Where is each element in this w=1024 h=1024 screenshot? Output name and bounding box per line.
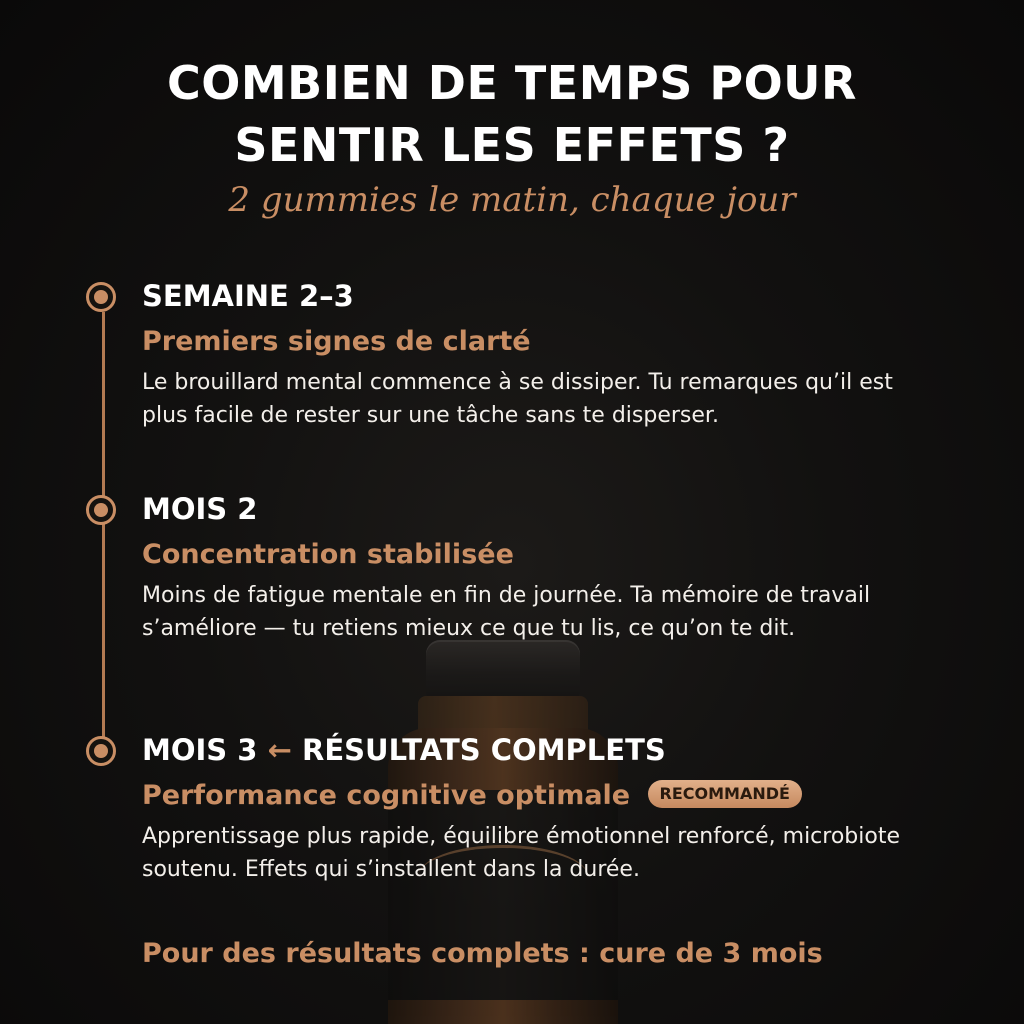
- circle-dot-icon: [86, 736, 116, 766]
- step-description: Apprentissage plus rapide, équilibre émotionnel renforcé, microbiote soutenu. Effets qui s’installent dans la durée.: [142, 824, 900, 882]
- page-title-line-1: COMBIEN DE TEMPS POUR: [167, 56, 857, 110]
- circle-dot-icon: [86, 282, 116, 312]
- step-heading: SEMAINE 2–3: [142, 279, 354, 313]
- step-subheading: Concentration stabilisée: [142, 539, 514, 570]
- timeline-line: [102, 312, 105, 738]
- timeline-step-month-2: [142, 491, 942, 645]
- circle-dot-icon: [86, 495, 116, 525]
- step-description: Moins de fatigue mentale en fin de journée. Ta mémoire de travail s’améliore — tu retiens mieux ce que tu lis, ce qu’on te dit.: [142, 583, 871, 641]
- timeline-step-month-3: [142, 732, 942, 886]
- jar-cap: [426, 640, 580, 698]
- step-subheading: Premiers signes de clarté: [142, 326, 531, 357]
- arrow-left-icon: ←: [267, 733, 292, 767]
- step-subheading: Performance cognitive optimale: [142, 780, 631, 811]
- step-description: Le brouillard mental commence à se dissiper. Tu remarques qu’il est plus facile de rester sur une tâche sans te disperser.: [142, 370, 893, 428]
- step-heading: MOIS 2: [142, 492, 258, 526]
- step-heading-label: MOIS 3: [142, 733, 258, 767]
- page-title: [0, 52, 1024, 176]
- page-title-line-2: SENTIR LES EFFETS ?: [234, 118, 790, 172]
- jar-neck: [418, 696, 588, 730]
- step-heading-suffix: RÉSULTATS COMPLETS: [302, 733, 666, 767]
- footer-callout: Pour des résultats complets : cure de 3 mois: [142, 938, 823, 969]
- timeline-step-week-2-3: [142, 278, 942, 432]
- dosage-subtitle: 2 gummies le matin, chaque jour: [228, 180, 796, 220]
- recommended-badge: RECOMMANDÉ: [648, 780, 802, 808]
- step-heading: [142, 732, 942, 768]
- step-subheading-row: [142, 778, 942, 814]
